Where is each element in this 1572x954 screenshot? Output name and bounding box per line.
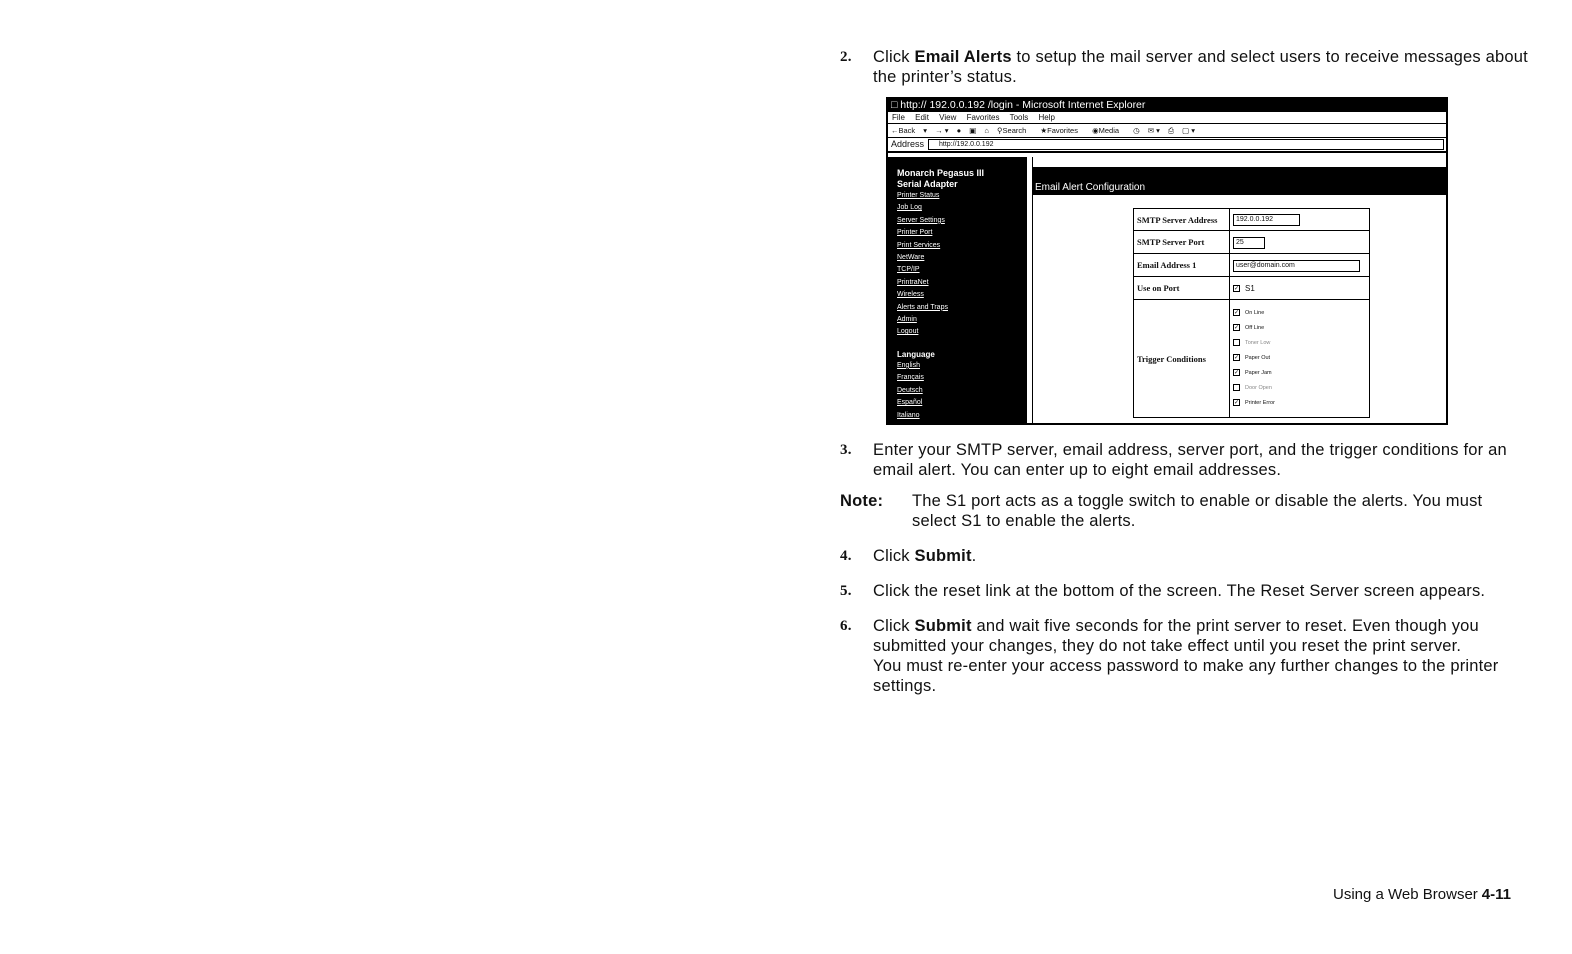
toolbar (888, 124, 1446, 138)
search-button[interactable]: ⚲Search (997, 126, 1027, 135)
email-label: Email Address 1 (1134, 254, 1230, 277)
refresh-icon[interactable]: ▣ (969, 126, 977, 135)
history-icon[interactable]: ◷ (1133, 126, 1140, 135)
menu-item[interactable]: Edit (915, 113, 929, 122)
trigger-option[interactable]: ✓ Off Line (1234, 325, 1265, 332)
forward-icon[interactable]: → ▾ (935, 126, 949, 135)
language-link-italiano[interactable]: Italiano (897, 411, 920, 419)
menu-item[interactable]: View (939, 113, 957, 122)
brand-line: Serial Adapter (897, 179, 958, 189)
step-number: 2. (840, 49, 852, 65)
step-text: Enter your SMTP server, email address, server port, and the trigger conditions for an email alert. You can enter up to eight email addresses. (873, 441, 1507, 479)
sidebar-link-server-settings[interactable]: Server Settings (897, 216, 945, 224)
step-emphasis: Email Alerts (914, 48, 1012, 66)
step-text: to setup the mail server and select users to receive messages about the printer’s status. (873, 48, 1528, 86)
checkbox-checked-icon[interactable]: ✓ (1234, 355, 1240, 362)
brand-line: Monarch Pegasus III (897, 168, 985, 178)
use-on-port-label: Use on Port (1134, 277, 1230, 300)
language-link-francais[interactable]: Français (897, 374, 924, 382)
note-label: Note: (840, 492, 884, 510)
menu-bar (888, 112, 1446, 124)
step-text: Click (873, 617, 915, 635)
page-footer (1333, 886, 1511, 903)
sidebar-link-logout[interactable]: Logout (897, 328, 919, 336)
checkbox-unchecked-icon[interactable] (1233, 384, 1240, 391)
sidebar-link-job-log[interactable]: Job Log (897, 204, 922, 212)
print-icon[interactable]: ⎙ (1168, 126, 1175, 135)
email-alert-form (1133, 208, 1370, 418)
edit-icon[interactable]: ▢ ▾ (1182, 126, 1196, 135)
menu-item[interactable]: File (892, 113, 905, 122)
page-number: 4-11 (1481, 886, 1511, 903)
trigger-option[interactable]: ✓ Paper Out (1234, 355, 1271, 362)
sidebar-link-alerts-traps[interactable]: Alerts and Traps (897, 303, 948, 311)
trigger-option[interactable]: Door Open (1233, 381, 1366, 396)
trigger-option[interactable]: ✓ Printer Error (1234, 400, 1275, 407)
sidebar-link-print-services[interactable]: Print Services (897, 241, 941, 249)
step-emphasis: Submit (914, 617, 972, 635)
sidebar-link-wireless[interactable]: Wireless (897, 291, 924, 299)
menu-item[interactable]: Help (1038, 113, 1055, 122)
browser-screenshot-figure (886, 97, 1448, 425)
trigger-label: Trigger Conditions (1134, 300, 1230, 418)
address-bar (888, 138, 1446, 153)
footer-text: Using a Web Browser (1333, 886, 1478, 903)
language-link-english[interactable]: English (897, 361, 920, 369)
step-6 (840, 616, 1530, 696)
step-number: 4. (840, 548, 852, 564)
step-text: Click (873, 48, 915, 66)
language-link-deutsch[interactable]: Deutsch (897, 386, 923, 394)
window-title: http:// 192.0.0.192 /login - Microsoft Internet Explorer (900, 99, 1146, 111)
sidebar-link-printranet[interactable]: PrintraNet (897, 278, 929, 286)
step-text: and wait five seconds for the print server to reset. Even though you submitted your changes, they do not take effect until you reset the print server. (873, 617, 1479, 655)
instruction-column (840, 47, 1530, 696)
step-number: 3. (840, 442, 852, 458)
smtp-server-input[interactable]: 192.0.0.192 (1233, 214, 1300, 226)
sidebar (888, 157, 1025, 423)
back-button[interactable]: ←Back ▾ (891, 126, 928, 135)
port-option-label: S1 (1245, 283, 1255, 293)
step-emphasis: Submit (914, 547, 972, 565)
step-4 (840, 546, 1530, 566)
language-link-espanol[interactable]: Español (897, 399, 923, 407)
step-text: Click (873, 547, 915, 565)
address-input[interactable]: http://192.0.0.192 (928, 139, 1444, 150)
step-2 (840, 47, 1530, 87)
ie-page-icon: □ (891, 99, 898, 111)
sidebar-link-admin[interactable]: Admin (897, 316, 917, 324)
step-number: 5. (840, 583, 852, 599)
sidebar-link-printer-port[interactable]: Printer Port (897, 229, 933, 237)
port-label: SMTP Server Port (1134, 231, 1230, 254)
content-frame (1033, 157, 1446, 423)
checkbox-checked-icon[interactable]: ✓ (1234, 400, 1240, 407)
trigger-option[interactable]: ✓ On Line (1234, 310, 1265, 317)
frame-divider (1025, 157, 1033, 423)
smtp-port-input[interactable]: 25 (1233, 237, 1265, 249)
trigger-list (1230, 300, 1370, 418)
language-heading: Language (897, 349, 935, 359)
address-label: Address (891, 139, 925, 149)
checkbox-checked-icon[interactable]: ✓ (1234, 310, 1240, 317)
checkbox-checked-icon[interactable]: ✓ (1234, 285, 1240, 292)
step-text-extra: You must re-enter your access password to make any further changes to the printer settings. (873, 657, 1499, 695)
home-icon[interactable]: ⌂ (984, 126, 989, 135)
step-text: . (971, 547, 977, 565)
page-header: Email Alert Configuration (1033, 167, 1446, 195)
menu-item[interactable]: Tools (1009, 113, 1029, 122)
page-body (888, 157, 1446, 423)
mail-icon[interactable]: ✉ ▾ (1147, 126, 1160, 135)
step-text: Click the reset link at the bottom of the screen. The Reset Server screen appears. (873, 582, 1486, 600)
checkbox-checked-icon[interactable]: ✓ (1234, 370, 1240, 377)
trigger-option[interactable]: ✓ Paper Jam (1234, 370, 1272, 377)
note (840, 491, 1530, 531)
trigger-option[interactable]: Toner Low (1233, 336, 1366, 351)
email-address-input[interactable]: user@domain.com (1233, 260, 1360, 272)
note-text: The S1 port acts as a toggle switch to enable or disable the alerts. You must select S1 to enable the alerts. (912, 492, 1483, 530)
sidebar-link-printer-status[interactable]: Printer Status (897, 192, 940, 199)
step-number: 6. (840, 618, 852, 634)
stop-icon[interactable]: ● (956, 126, 962, 135)
step-3 (840, 440, 1530, 480)
window-title-bar (888, 99, 1446, 112)
checkbox-checked-icon[interactable]: ✓ (1234, 325, 1240, 332)
menu-item[interactable]: Favorites (966, 113, 1000, 122)
smtp-label: SMTP Server Address (1134, 209, 1230, 231)
sidebar-link-netware[interactable]: NetWare (897, 254, 925, 262)
media-button[interactable]: ◉Media (1092, 126, 1120, 135)
favorites-button[interactable]: ★Favorites (1040, 126, 1078, 135)
step-5 (840, 581, 1530, 601)
sidebar-link-tcpip[interactable]: TCP/IP (897, 266, 920, 274)
checkbox-unchecked-icon[interactable] (1233, 339, 1240, 346)
